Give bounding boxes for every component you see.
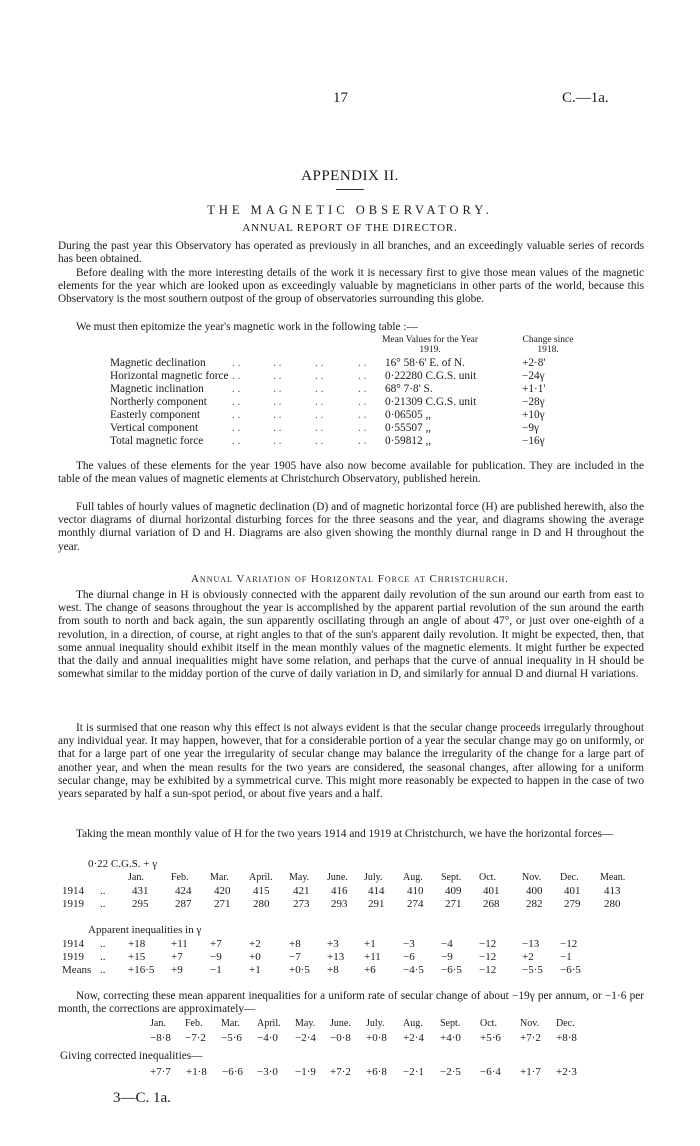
- report-title: ANNUAL REPORT OF THE DIRECTOR.: [242, 222, 458, 234]
- month-header: April.: [249, 872, 273, 883]
- cell-value: +8: [327, 964, 339, 976]
- change-value: −9γ: [522, 422, 540, 434]
- month-header: June.: [330, 1018, 351, 1029]
- change-value: −24γ: [522, 370, 545, 382]
- cell-value: 424: [175, 885, 192, 897]
- paragraph-2: Before dealing with the more interesting details of the work it is necessary first to give those mean values of the magnetic elements for the year which are looked upon as exceedingly valuable by magneticians in other parts of the world, because this Observatory is the most southern outpost of the group of observatories surrounding this globe.: [58, 267, 644, 306]
- month-header: Sept.: [441, 872, 462, 883]
- cell-value: +18: [128, 938, 146, 950]
- month-header: Nov.: [520, 1018, 540, 1029]
- corrected-value: −6·4: [480, 1066, 501, 1078]
- cell-value: 268: [483, 898, 500, 910]
- leader-dots: . .: [315, 383, 324, 395]
- cell-value: +0: [249, 951, 261, 963]
- cell-value: +2: [522, 951, 534, 963]
- correction-value: +4·0: [440, 1032, 461, 1044]
- table-row: [110, 383, 670, 396]
- cell-value: +15: [128, 951, 146, 963]
- leader-dots: . .: [358, 396, 367, 408]
- cell-value: 431: [132, 885, 149, 897]
- corrected-value: +6·8: [366, 1066, 387, 1078]
- cell-value: +11: [171, 938, 188, 950]
- correction-value: +7·2: [520, 1032, 541, 1044]
- table-row: [110, 422, 670, 435]
- leader-dots: . .: [273, 357, 282, 369]
- change-value: −16γ: [522, 435, 545, 447]
- cell-value: −9: [210, 951, 222, 963]
- cell-value: +11: [364, 951, 381, 963]
- cell-value: 293: [331, 898, 348, 910]
- cell-value: 295: [132, 898, 149, 910]
- leader-dots: . .: [273, 383, 282, 395]
- cell-value: 282: [526, 898, 543, 910]
- cell-value: +7: [210, 938, 222, 950]
- leader-dots: . .: [273, 370, 282, 382]
- leader-dots: ..: [100, 885, 106, 897]
- title-rule: [336, 189, 364, 190]
- month-header: Aug.: [403, 872, 423, 883]
- month-header: May.: [295, 1018, 316, 1029]
- corrected-value: +7·2: [330, 1066, 351, 1078]
- cell-value: −7: [289, 951, 301, 963]
- element-name: Horizontal magnetic force: [110, 370, 229, 382]
- cell-value: −12: [479, 964, 497, 976]
- h-unit-label: 0·22 C.G.S. + γ: [88, 858, 158, 870]
- correction-value: −0·8: [330, 1032, 351, 1044]
- corrected-value: +2·3: [556, 1066, 577, 1078]
- cell-value: 413: [604, 885, 621, 897]
- cell-value: −1: [560, 951, 572, 963]
- element-name: Northerly component: [110, 396, 207, 408]
- cell-value: 409: [445, 885, 462, 897]
- cell-value: −4·5: [403, 964, 424, 976]
- leader-dots: . .: [315, 357, 324, 369]
- leader-dots: . .: [358, 422, 367, 434]
- cell-value: −5·5: [522, 964, 543, 976]
- cell-value: +9: [171, 964, 183, 976]
- month-header: May.: [289, 872, 310, 883]
- cell-value: +16·5: [128, 964, 155, 976]
- corrected-value: −1·9: [295, 1066, 316, 1078]
- apparent-inequalities-label: Apparent inequalities in γ: [88, 924, 202, 936]
- table-row: [110, 357, 670, 370]
- leader-dots: . .: [232, 383, 241, 395]
- mean-value: 0·06505 ,,: [385, 409, 432, 421]
- leader-dots: . .: [232, 422, 241, 434]
- table-row: [110, 370, 670, 383]
- cell-value: 273: [293, 898, 310, 910]
- corrected-value: −2·5: [440, 1066, 461, 1078]
- cell-value: 287: [175, 898, 192, 910]
- corrected-value: −3·0: [257, 1066, 278, 1078]
- leader-dots: . .: [358, 435, 367, 447]
- cell-value: −12: [479, 938, 497, 950]
- month-header: Mean.: [600, 872, 626, 883]
- cell-value: +1: [364, 938, 376, 950]
- month-header: July.: [366, 1018, 385, 1029]
- cell-value: +1: [249, 964, 261, 976]
- cell-value: +7: [171, 951, 183, 963]
- row-label: 1919: [62, 898, 84, 910]
- appendix-title: APPENDIX II.: [301, 168, 399, 184]
- cell-value: −3: [403, 938, 415, 950]
- mean-value: 0·21309 C.G.S. unit: [385, 396, 477, 408]
- month-header: Feb.: [185, 1018, 203, 1029]
- cell-value: −6: [403, 951, 415, 963]
- table-row: [110, 409, 670, 422]
- table-row: [110, 435, 670, 448]
- leader-dots: . .: [232, 409, 241, 421]
- leader-dots: . .: [232, 357, 241, 369]
- correction-value: −4·0: [257, 1032, 278, 1044]
- cell-value: +0·5: [289, 964, 310, 976]
- cell-value: 271: [214, 898, 231, 910]
- mean-value: 16° 58·6' E. of N.: [385, 357, 465, 369]
- correction-value: −5·6: [221, 1032, 242, 1044]
- table-row: [110, 396, 670, 409]
- row-label: Means: [62, 964, 92, 976]
- change-value: −28γ: [522, 396, 545, 408]
- month-header: Oct.: [480, 1018, 497, 1029]
- cell-value: 401: [483, 885, 500, 897]
- cell-value: 279: [564, 898, 581, 910]
- month-header: Dec.: [560, 872, 579, 883]
- cell-value: 414: [368, 885, 385, 897]
- element-name: Vertical component: [110, 422, 199, 434]
- leader-dots: . .: [232, 435, 241, 447]
- cell-value: 410: [407, 885, 424, 897]
- row-label: 1914: [62, 938, 84, 950]
- corrected-inequalities-row: [0, 1066, 700, 1082]
- change-value: +10γ: [522, 409, 545, 421]
- cell-value: −1: [210, 964, 222, 976]
- month-header: Oct.: [479, 872, 496, 883]
- leader-dots: ..: [100, 964, 106, 976]
- document-reference: C.—1a.: [562, 90, 609, 106]
- correction-value: +2·4: [403, 1032, 424, 1044]
- cell-value: +13: [327, 951, 345, 963]
- leader-dots: . .: [232, 396, 241, 408]
- leader-dots: . .: [315, 422, 324, 434]
- month-header: Nov.: [522, 872, 542, 883]
- cell-value: −12: [479, 951, 497, 963]
- paragraph-1: During the past year this Observatory has operated as previously in all branches, and an exceedingly valuable series of records has been obtained.: [58, 240, 644, 266]
- corrected-inequalities-label: Giving corrected inequalities—: [60, 1050, 203, 1062]
- corrected-value: +1·7: [520, 1066, 541, 1078]
- correction-value: −2·4: [295, 1032, 316, 1044]
- page-number: 17: [333, 90, 348, 106]
- correction-value: −8·8: [150, 1032, 171, 1044]
- paragraph-8: Taking the mean monthly value of H for the two years 1914 and 1919 at Christchurch, we have the horizontal forces—: [76, 828, 614, 840]
- month-header: June.: [327, 872, 348, 883]
- column-header-change: Change since 1918.: [522, 335, 574, 355]
- month-header: Mar.: [221, 1018, 240, 1029]
- mean-value: 0·59812 ,,: [385, 435, 432, 447]
- leader-dots: . .: [273, 409, 282, 421]
- mean-value: 0·55507 ,,: [385, 422, 432, 434]
- cell-value: +3: [327, 938, 339, 950]
- element-name: Total magnetic force: [110, 435, 204, 447]
- paragraph-7: It is surmised that one reason why this effect is not always evident is that the secular change proceeds irregularly throughout any individual year. It may happen, however, that for a considerable portion of a year the secular change may go on uniformly, or that for a large part of one year the irregularity of secular change may balance the irregularity of the change for a large part of another year, and when the mean results for the two years are considered, the seasonal changes, after allowing for a uniform secular change, may be exhibited by a symmetrical curve. This might more reasonably be expected to happen in the case of two years separated by half a sun-spot period, or about five years and a half.: [58, 722, 644, 801]
- column-header-mean: Mean Values for the Year 1919.: [381, 335, 479, 355]
- month-header: Jan.: [150, 1018, 166, 1029]
- leader-dots: . .: [273, 435, 282, 447]
- change-value: +1·1': [522, 383, 546, 395]
- cell-value: −6·5: [441, 964, 462, 976]
- cell-value: 400: [526, 885, 543, 897]
- leader-dots: ..: [100, 938, 106, 950]
- leader-dots: ..: [100, 898, 106, 910]
- row-label: 1919: [62, 951, 84, 963]
- mean-value: 0·22280 C.G.S. unit: [385, 370, 477, 382]
- month-header: Dec.: [556, 1018, 575, 1029]
- corrected-value: +1·8: [186, 1066, 207, 1078]
- leader-dots: . .: [358, 370, 367, 382]
- section-heading: Annual Variation of Horizontal Force at Christchurch.: [190, 573, 510, 585]
- cell-value: −9: [441, 951, 453, 963]
- correction-value: +0·8: [366, 1032, 387, 1044]
- leader-dots: . .: [358, 383, 367, 395]
- element-name: Magnetic inclination: [110, 383, 204, 395]
- leader-dots: . .: [315, 409, 324, 421]
- cell-value: −12: [560, 938, 578, 950]
- corrected-value: +7·7: [150, 1066, 171, 1078]
- paragraph-9: Now, correcting these mean apparent inequalities for a uniform rate of secular change of about −19γ per annum, or −1·6 per month, the corrections are approximately—: [58, 990, 644, 1016]
- leader-dots: ..: [100, 951, 106, 963]
- correction-value: +5·6: [480, 1032, 501, 1044]
- paragraph-4: The values of these elements for the year 1905 have also now become available for publication. They are included in the table of the mean values of magnetic elements at Christchurch Observatory, published herein.: [58, 460, 644, 486]
- month-header: Mar.: [210, 872, 229, 883]
- month-header: Aug.: [403, 1018, 423, 1029]
- cell-value: 416: [331, 885, 348, 897]
- cell-value: 415: [253, 885, 270, 897]
- section-subtitle: THE MAGNETIC OBSERVATORY.: [207, 203, 493, 217]
- leader-dots: . .: [273, 396, 282, 408]
- paragraph-3: We must then epitomize the year's magnetic work in the following table :—: [76, 321, 418, 333]
- month-header: Sept.: [440, 1018, 461, 1029]
- cell-value: +6: [364, 964, 376, 976]
- month-header: April.: [257, 1018, 281, 1029]
- cell-value: 274: [407, 898, 424, 910]
- cell-value: 291: [368, 898, 385, 910]
- corrected-value: −2·1: [403, 1066, 424, 1078]
- leader-dots: . .: [273, 422, 282, 434]
- corrected-value: −6·6: [222, 1066, 243, 1078]
- cell-value: 271: [445, 898, 462, 910]
- element-name: Magnetic declination: [110, 357, 206, 369]
- leader-dots: . .: [358, 409, 367, 421]
- cell-value: 420: [214, 885, 231, 897]
- correction-value: +8·8: [556, 1032, 577, 1044]
- leader-dots: . .: [358, 357, 367, 369]
- leader-dots: . .: [315, 370, 324, 382]
- cell-value: 280: [253, 898, 270, 910]
- cell-value: +8: [289, 938, 301, 950]
- cell-value: 421: [293, 885, 310, 897]
- correction-value: −7·2: [185, 1032, 206, 1044]
- mean-value: 68° 7·8' S.: [385, 383, 433, 395]
- row-label: 1914: [62, 885, 84, 897]
- leader-dots: . .: [315, 435, 324, 447]
- cell-value: −13: [522, 938, 540, 950]
- paragraph-6: The diurnal change in H is obviously connected with the apparent daily revolution of the sun around our earth from east to west. The change of seasons throughout the year is accomplished by the apparent partial revolution of the sun around the earth from south to north and back again, the sun apparently oscillating through an angle of about 47°, or just over one-eighth of a revolution, in a direction, of course, at right angles to that of the sun's apparent daily revolution. It might be expected, then, that some annual inequality should exhibit itself in the mean monthly values of the magnetic elements. It might further be expected that the daily and annual inequalities might have some relation, and perhaps that the curve of annual inequality in H should be somewhat similar to the midday portion of the curve of daily variation in D, and similarly for annual D and diurnal H variations.: [58, 589, 644, 681]
- element-name: Easterly component: [110, 409, 201, 421]
- paragraph-5: Full tables of hourly values of magnetic declination (D) and of magnetic horizontal force (H) are published herewith, also the vector diagrams of diurnal horizontal disturbing forces for the three seasons and the year, and diagrams showing the average monthly diurnal variation of D and H. Diagrams are also given showing the monthly diurnal range in D and H throughout the year.: [58, 501, 644, 553]
- leader-dots: . .: [315, 396, 324, 408]
- monthly-h-table: [0, 872, 700, 912]
- cell-value: −4: [441, 938, 453, 950]
- month-header: Jan.: [128, 872, 144, 883]
- cell-value: +2: [249, 938, 261, 950]
- cell-value: −6·5: [560, 964, 581, 976]
- month-header: Feb.: [171, 872, 189, 883]
- month-header: July.: [364, 872, 383, 883]
- apparent-inequalities-table: [0, 938, 700, 982]
- leader-dots: . .: [232, 370, 241, 382]
- page-footer: 3—C. 1a.: [113, 1090, 171, 1106]
- cell-value: 401: [564, 885, 581, 897]
- corrections-table: [0, 1018, 700, 1048]
- change-value: +2·8': [522, 357, 546, 369]
- cell-value: 280: [604, 898, 621, 910]
